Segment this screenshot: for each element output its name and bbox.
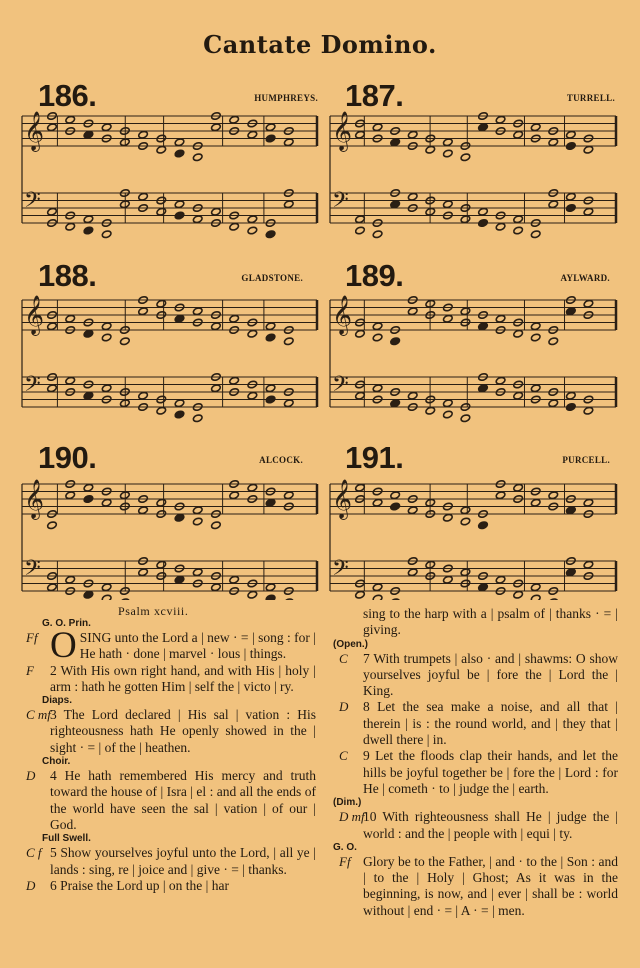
note-head <box>211 207 222 216</box>
verse-text: 8 Let the sea make a noise, and all that | therein | is : the round world, and | they that | dwell there | in. <box>363 699 618 748</box>
note-head <box>229 222 240 231</box>
note-head <box>101 333 112 342</box>
note-head <box>247 130 258 139</box>
page-title: Cantate Domino. <box>203 30 437 59</box>
note-head <box>355 590 366 599</box>
note-head <box>495 491 506 500</box>
note-head <box>156 299 167 308</box>
psalm-verse <box>333 699 618 748</box>
verse-text: sing to the harp with a | psalm of | thanks · = | giving. <box>363 606 618 638</box>
note-head <box>566 568 577 577</box>
note-head <box>355 215 366 224</box>
bass-clef-icon: 𝄢 <box>332 556 349 586</box>
note-head <box>120 337 131 346</box>
verse-text: 2 With His own right hand, and with His | holy | arm : hath he gotten Him | self the | victo | ry. <box>50 662 316 694</box>
composer-name: HUMPHREYS. <box>254 93 318 103</box>
note-head <box>101 498 112 507</box>
treble-clef-icon: 𝄞 <box>332 111 353 151</box>
note-head <box>284 138 295 147</box>
note-head <box>566 142 577 151</box>
dynamic-mark: D <box>26 768 36 784</box>
note-head <box>101 230 112 239</box>
note-head <box>530 123 541 132</box>
note-head <box>566 403 577 412</box>
note-head <box>247 329 258 338</box>
note-head <box>156 207 167 216</box>
note-head <box>443 138 454 147</box>
note-head <box>478 207 489 216</box>
note-head <box>101 583 112 592</box>
note-head <box>65 115 76 124</box>
note-head <box>284 337 295 346</box>
note-head <box>265 395 276 404</box>
note-head <box>390 138 401 147</box>
note-head <box>372 498 383 507</box>
organ-stop: G. O. Prin. <box>42 618 91 629</box>
composer-name: ALCOCK. <box>259 455 303 465</box>
note-head <box>513 590 524 599</box>
note-head <box>120 598 131 600</box>
psalm-verse <box>333 606 618 639</box>
dynamic-mark: C mf <box>26 707 51 723</box>
note-head <box>355 391 366 400</box>
psalm-verse <box>20 625 316 666</box>
note-head <box>156 406 167 415</box>
dynamic-mark: Ff <box>339 853 351 869</box>
note-head <box>513 226 524 235</box>
note-head <box>355 130 366 139</box>
note-head <box>372 123 383 132</box>
note-head <box>495 222 506 231</box>
note-head <box>65 314 76 323</box>
note-head <box>229 376 240 385</box>
note-head <box>65 222 76 231</box>
psalm-verse <box>333 854 618 919</box>
note-head <box>548 200 559 209</box>
note-head <box>583 207 594 216</box>
note-head <box>138 192 149 201</box>
drop-capital: O <box>50 625 77 666</box>
note-head <box>478 384 489 393</box>
note-head <box>47 521 58 530</box>
note-head <box>47 207 58 216</box>
note-head <box>478 583 489 592</box>
note-head <box>174 149 185 158</box>
organ-stop: (Open.) <box>333 638 368 650</box>
note-head <box>156 498 167 507</box>
note-head <box>372 333 383 342</box>
note-head <box>247 483 258 492</box>
note-head <box>372 594 383 600</box>
note-head <box>174 200 185 209</box>
note-head <box>407 568 418 577</box>
note-head <box>460 517 471 526</box>
composer-name: AYLWARD. <box>560 273 610 283</box>
organ-stop: Choir. <box>42 756 71 768</box>
note-head <box>174 575 185 584</box>
note-head <box>478 123 489 132</box>
note-head <box>138 506 149 515</box>
note-head <box>443 513 454 522</box>
note-head <box>548 138 559 147</box>
note-head <box>101 594 112 600</box>
note-head <box>583 560 594 569</box>
verse-text: 7 With trumpets | also · and | shawms: O show yourselves joyful be | fore the | Lord the | King. <box>363 650 618 699</box>
note-head <box>47 583 58 592</box>
composer-name: GLADSTONE. <box>241 273 303 283</box>
note-head <box>174 314 185 323</box>
dynamic-mark: Ff <box>26 630 38 645</box>
note-head <box>211 123 222 132</box>
note-head <box>566 506 577 515</box>
note-head <box>425 145 436 154</box>
note-head <box>530 594 541 600</box>
note-head <box>229 575 240 584</box>
bass-clef-icon: 𝄢 <box>332 372 349 402</box>
psalm-verse <box>333 748 618 797</box>
note-head <box>407 192 418 201</box>
note-head <box>265 322 276 331</box>
dynamic-mark: C <box>339 748 348 764</box>
bass-clef-icon: 𝄢 <box>24 188 41 218</box>
note-head <box>156 145 167 154</box>
note-head <box>265 594 276 600</box>
note-head <box>530 583 541 592</box>
note-head <box>443 410 454 419</box>
note-head <box>101 384 112 393</box>
note-head <box>229 115 240 124</box>
note-head <box>443 575 454 584</box>
note-head <box>583 299 594 308</box>
note-head <box>229 314 240 323</box>
note-head <box>495 115 506 124</box>
note-head <box>174 399 185 408</box>
note-head <box>583 406 594 415</box>
dynamic-mark: D mf <box>339 809 365 825</box>
verse-text: 3 The Lord declared | His sal | vation : His righteousness hath He openly showed in the | sight · = | of the | heathen. <box>50 707 316 755</box>
note-head <box>284 491 295 500</box>
note-head <box>460 307 471 316</box>
note-head <box>443 149 454 158</box>
note-head <box>460 506 471 515</box>
note-head <box>372 583 383 592</box>
psalm-verse <box>20 878 316 894</box>
note-head <box>548 491 559 500</box>
note-head <box>192 153 203 162</box>
note-head <box>355 329 366 338</box>
note-head <box>443 399 454 408</box>
note-head <box>443 314 454 323</box>
note-head <box>65 575 76 584</box>
bass-clef-icon: 𝄢 <box>24 372 41 402</box>
note-head <box>530 384 541 393</box>
note-head <box>247 391 258 400</box>
note-head <box>174 211 185 220</box>
psalm-verse <box>20 707 316 756</box>
verse-text: 10 With righteousness shall He | judge the | world : and the | people with | equi | ty. <box>363 809 618 841</box>
psalm-right-column <box>333 606 618 919</box>
note-head <box>355 483 366 492</box>
note-head <box>192 506 203 515</box>
note-head <box>265 384 276 393</box>
note-head <box>192 215 203 224</box>
note-head <box>390 502 401 511</box>
note-head <box>407 391 418 400</box>
note-head <box>407 506 418 515</box>
note-head <box>229 491 240 500</box>
note-head <box>247 226 258 235</box>
note-head <box>495 575 506 584</box>
note-head <box>530 498 541 507</box>
note-head <box>390 399 401 408</box>
note-head <box>138 130 149 139</box>
note-head <box>478 322 489 331</box>
note-head <box>548 598 559 600</box>
note-head <box>174 513 185 522</box>
note-head <box>566 391 577 400</box>
note-head <box>513 391 524 400</box>
note-head <box>247 590 258 599</box>
note-head <box>530 333 541 342</box>
note-head <box>566 204 577 213</box>
note-head <box>372 384 383 393</box>
note-head <box>390 200 401 209</box>
note-head <box>407 307 418 316</box>
note-head <box>284 399 295 408</box>
composer-name: PURCELL. <box>562 455 610 465</box>
note-head <box>211 384 222 393</box>
note-head <box>513 483 524 492</box>
bass-clef-icon: 𝄢 <box>24 556 41 586</box>
note-head <box>83 495 94 504</box>
psalm-verse <box>333 809 618 842</box>
note-head <box>265 583 276 592</box>
note-head <box>284 200 295 209</box>
hymn-number: 186. <box>38 78 97 113</box>
note-head <box>138 391 149 400</box>
dynamic-mark: C <box>339 650 348 666</box>
note-head <box>138 307 149 316</box>
psalm-verse <box>333 651 618 700</box>
note-head <box>47 322 58 331</box>
note-head <box>460 568 471 577</box>
note-head <box>460 414 471 423</box>
psalm-left-column <box>20 618 316 894</box>
psalm-verse <box>20 768 316 833</box>
note-head <box>390 337 401 346</box>
organ-stop: (Dim.) <box>333 797 362 809</box>
note-head <box>478 521 489 530</box>
note-head <box>566 130 577 139</box>
note-head <box>265 134 276 143</box>
note-head <box>101 123 112 132</box>
note-head <box>548 337 559 346</box>
organ-stop: G. O. <box>333 841 357 853</box>
note-head <box>83 590 94 599</box>
treble-clef-icon: 𝄞 <box>24 479 45 519</box>
dynamic-mark: D <box>26 877 36 893</box>
treble-clef-icon: 𝄞 <box>24 111 45 151</box>
note-head <box>265 123 276 132</box>
note-head <box>156 560 167 569</box>
note-head <box>460 215 471 224</box>
note-head <box>372 322 383 331</box>
note-head <box>211 521 222 530</box>
note-head <box>83 226 94 235</box>
verse-text: Glory be to the Father, | and · to the | Son : and | to the | Holy | Ghost; As it was in the beginning, is now, and | ever | shall be : world without | end · = | A · = | men. <box>363 853 618 918</box>
note-head <box>174 138 185 147</box>
note-head <box>407 130 418 139</box>
note-head <box>83 329 94 338</box>
note-head <box>513 130 524 139</box>
note-head <box>495 314 506 323</box>
note-head <box>83 215 94 224</box>
note-head <box>192 414 203 423</box>
note-head <box>192 568 203 577</box>
hymn-number: 191. <box>345 440 404 475</box>
bass-clef-icon: 𝄢 <box>332 188 349 218</box>
note-head <box>530 230 541 239</box>
note-head <box>247 215 258 224</box>
verse-text: 6 Praise the Lord up | on the | har <box>50 877 229 893</box>
note-head <box>566 192 577 201</box>
dynamic-mark: F <box>26 662 34 678</box>
note-head <box>101 322 112 331</box>
note-head <box>47 384 58 393</box>
verse-text: 5 Show yourselves joyful unto the Lord, | all ye | lands : sing, re | joice and | give · = | thanks. <box>50 845 316 877</box>
hymn-number: 188. <box>38 258 97 293</box>
hymn-number: 189. <box>345 258 404 293</box>
verse-text: 9 Let the floods clap their hands, and let the hills be joyful together be | fore the | Lord : for He | cometh · to | judge the | earth. <box>363 748 618 796</box>
note-head <box>372 230 383 239</box>
note-head <box>460 153 471 162</box>
note-head <box>513 329 524 338</box>
note-head <box>495 376 506 385</box>
note-head <box>530 322 541 331</box>
treble-clef-icon: 𝄞 <box>24 295 45 335</box>
treble-clef-icon: 𝄞 <box>332 295 353 335</box>
organ-stop: Diaps. <box>42 695 73 707</box>
note-head <box>513 215 524 224</box>
note-head <box>65 376 76 385</box>
note-head <box>583 145 594 154</box>
note-head <box>192 307 203 316</box>
note-head <box>83 391 94 400</box>
note-head <box>211 322 222 331</box>
hymn-number: 187. <box>345 78 404 113</box>
note-head <box>265 498 276 507</box>
note-head <box>583 498 594 507</box>
dynamic-mark: D <box>339 699 349 715</box>
note-head <box>284 598 295 600</box>
note-head <box>566 307 577 316</box>
note-head <box>138 568 149 577</box>
note-head <box>355 226 366 235</box>
hymn-number: 190. <box>38 440 97 475</box>
note-head <box>443 200 454 209</box>
note-head <box>390 598 401 600</box>
organ-stop: Full Swell. <box>42 833 91 845</box>
note-head <box>83 130 94 139</box>
note-head <box>211 583 222 592</box>
psalm-heading: Psalm xcviii. <box>118 604 189 618</box>
composer-name: TURRELL. <box>566 93 615 103</box>
psalm-verse <box>20 663 316 696</box>
note-head <box>425 406 436 415</box>
psalm-verse <box>20 845 316 878</box>
dynamic-mark: C f <box>26 845 42 861</box>
verse-text: SING unto the Lord a | new · = | song : for | He hath · done | marvel · lous | things. <box>79 630 316 662</box>
note-head <box>47 123 58 132</box>
note-head <box>174 410 185 419</box>
treble-clef-icon: 𝄞 <box>332 479 353 519</box>
note-head <box>390 491 401 500</box>
verse-text: 4 He hath remembered His mercy and truth toward the house of | Isra | el : and all the ends of the world have seen the sal | vation | of our | God. <box>50 768 316 832</box>
note-head <box>478 219 489 228</box>
note-head <box>265 333 276 342</box>
note-head <box>83 483 94 492</box>
note-head <box>548 399 559 408</box>
note-head <box>192 517 203 526</box>
note-head <box>265 230 276 239</box>
note-head <box>65 491 76 500</box>
